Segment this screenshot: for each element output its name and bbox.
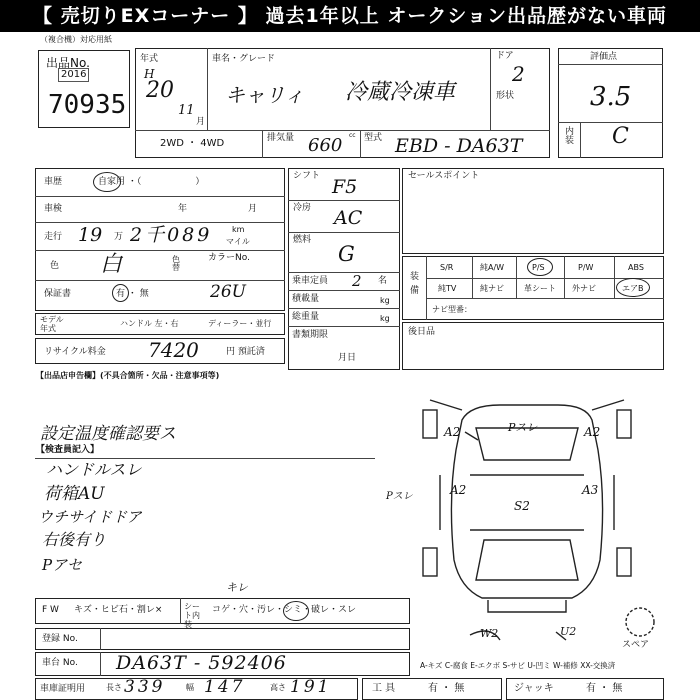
capacity-unit: 名	[378, 276, 388, 286]
dmg-a3: A3	[582, 483, 599, 497]
tools-label: 工 具	[372, 683, 396, 694]
capacity-value: 2	[352, 272, 362, 290]
eq-juntv: 純TV	[438, 284, 457, 293]
nenshiki-label: 年式	[140, 54, 159, 64]
inspector-note: 設定温度確認要ス	[40, 424, 176, 444]
dmg-a2-fr: A2	[584, 425, 601, 439]
height-label: 高さ	[270, 683, 286, 692]
recycle-amount: 7420	[148, 338, 199, 362]
seat-items: コゲ・穴・汚レ・シミ・破レ・スレ	[212, 605, 357, 615]
color-value: 白	[100, 252, 123, 277]
reki-label: 車歴	[44, 177, 63, 187]
lot-number: 70935	[48, 90, 127, 120]
fw-note: キレ	[226, 581, 248, 594]
fuel-value: G	[338, 242, 355, 266]
ac-value: AC	[334, 207, 363, 229]
model-year-label: モデル年式	[40, 315, 64, 333]
stain-circle	[283, 601, 309, 621]
seat-label: シート内装	[184, 602, 200, 629]
damage-legend: A-キズ C-腐食 E-エクボ S-サビ U-凹ミ W-補修 XX-交換済	[420, 661, 616, 670]
mileage-label: 走行	[44, 232, 63, 242]
ac-label: 冷房	[293, 203, 312, 213]
inspection-note-4: 右後有り	[42, 530, 107, 549]
width-value: 147	[204, 677, 246, 697]
month-unit: 月	[196, 117, 206, 127]
vehicle-grade: 冷蔵冷凍車	[345, 80, 456, 105]
mile-unit: マイル	[226, 237, 250, 246]
inspection-label: 【検査員記入】	[36, 445, 100, 455]
lot-year-stamp: 2016	[58, 68, 89, 82]
sales-point-label: セールスポイント	[408, 171, 480, 181]
jack-value: 有 ・ 無	[586, 683, 623, 694]
load-label: 積載量	[292, 294, 320, 304]
handle-label: ハンドル 左・右	[120, 319, 179, 328]
dmg-u2: U2	[560, 625, 577, 638]
gross-unit: kg	[380, 314, 390, 323]
eq-abs: ABS	[628, 263, 644, 272]
displacement-label: 排気量	[267, 133, 295, 143]
warranty-note: 26U	[210, 282, 246, 302]
registration-label: 登録 No.	[42, 634, 78, 644]
month: 11	[178, 103, 195, 118]
fw-label: F W	[42, 605, 59, 615]
chassis-label: 車台 No.	[42, 658, 78, 668]
dmg-p-left: Pスレ	[386, 491, 413, 502]
eq-junnavi: 純ナビ	[480, 284, 504, 293]
man-unit: 万	[114, 232, 124, 242]
interior-grade: C	[612, 124, 629, 149]
km-unit: km	[232, 225, 245, 234]
cert-label: 車庫証明用	[40, 684, 86, 694]
recycle-unit: 円 預託済	[226, 347, 265, 357]
lot-label: 出品No.	[46, 56, 90, 70]
warranty-options: 有 ・ 無	[116, 289, 149, 299]
doc-unit: 月日	[338, 353, 357, 363]
grade-score: 3.5	[590, 82, 632, 112]
interior-label: 内装	[565, 127, 575, 146]
dmg-a2-fl: A2	[444, 425, 461, 439]
inspector-header: 【出品店申告欄】(不具合箇所・欠品・注意事項等)	[36, 371, 220, 380]
length-label: 長さ	[106, 683, 122, 692]
eq-airbag: エアB	[622, 284, 644, 293]
eq-sr: S/R	[440, 263, 454, 272]
era: H	[144, 67, 155, 81]
dmg-a2-l: A2	[450, 483, 467, 497]
color-no-label: カラーNo.	[208, 253, 250, 263]
mileage-man: 19	[78, 224, 103, 246]
banner-title: 【 売切りEXコーナー 】 過去1年以上 オークション出品歴がない車両	[0, 0, 700, 32]
inspection-note-1: ハンドルスレ	[46, 460, 142, 479]
jack-label: ジャッキ	[514, 683, 554, 694]
displacement: 660	[308, 135, 343, 156]
mileage-rest: 2千089	[130, 224, 213, 246]
model: EBD - DA63T	[395, 135, 523, 157]
door-label: ドア	[496, 51, 514, 61]
eq-outnavi: 外ナビ	[572, 284, 596, 293]
top-note: （複合機）対応用紙	[40, 35, 112, 44]
recycle-label: リサイクル料金	[44, 347, 106, 357]
eq-junaw: 純A/W	[480, 263, 505, 272]
doc-label: 書類期限	[292, 330, 329, 340]
grade-title: 評価点	[590, 52, 618, 62]
shaken-month-unit: 月	[248, 204, 258, 214]
dmg-p-top: Pスレ	[508, 421, 538, 434]
spare-label: スペア	[622, 640, 650, 650]
eq-leather: 革シート	[524, 284, 556, 293]
doors: 2	[512, 62, 525, 86]
length-value: 339	[124, 677, 166, 697]
dmg-s2: S2	[514, 499, 530, 513]
tools-value: 有 ・ 無	[428, 683, 465, 694]
inspection-note-3: ウチサイドドア	[38, 508, 142, 526]
inspection-note-2: 荷箱AU	[44, 484, 105, 504]
gross-label: 総重量	[292, 312, 320, 322]
shift-label: シフト	[293, 171, 321, 181]
registration-row	[35, 628, 410, 650]
eq-ps: P/S	[532, 263, 545, 272]
name-label: 車名・グレード	[212, 54, 276, 64]
cc-unit: cc	[349, 132, 356, 139]
width-label: 幅	[186, 683, 194, 692]
equipment-label: 装備	[410, 272, 420, 296]
fw-items: キズ・ヒビ石・割レ×	[74, 605, 163, 615]
color-label: 色	[50, 261, 60, 271]
navi-label: ナビ型番：	[432, 305, 472, 314]
shape-label: 形状	[496, 91, 515, 101]
drive: 2WD ・ 4WD	[160, 138, 225, 149]
shift-value: F5	[332, 176, 358, 198]
load-unit: kg	[380, 296, 390, 305]
dealer-label: ディーラー・並行	[208, 319, 272, 328]
fuel-label: 燃料	[293, 235, 312, 245]
reki-options: 自家用 ・（ ）	[98, 177, 205, 187]
capacity-label: 乗車定員	[292, 276, 329, 286]
inspection-note-5: Pアセ	[42, 556, 82, 574]
warranty-label: 保証書	[44, 289, 72, 299]
model-label: 型式	[364, 133, 383, 143]
chassis-value: DA63T - 592406	[116, 652, 287, 674]
year: 20	[146, 78, 174, 103]
height-value: 191	[290, 677, 332, 697]
vehicle-name: キャリィ	[225, 83, 305, 107]
dmg-w2: W2	[480, 627, 499, 640]
iroge-label: 色替	[172, 255, 180, 272]
eq-pw: P/W	[578, 263, 594, 272]
shaken-year-unit: 年	[178, 204, 188, 214]
shaken-label: 車検	[44, 204, 63, 214]
after-label: 後日品	[408, 327, 436, 337]
